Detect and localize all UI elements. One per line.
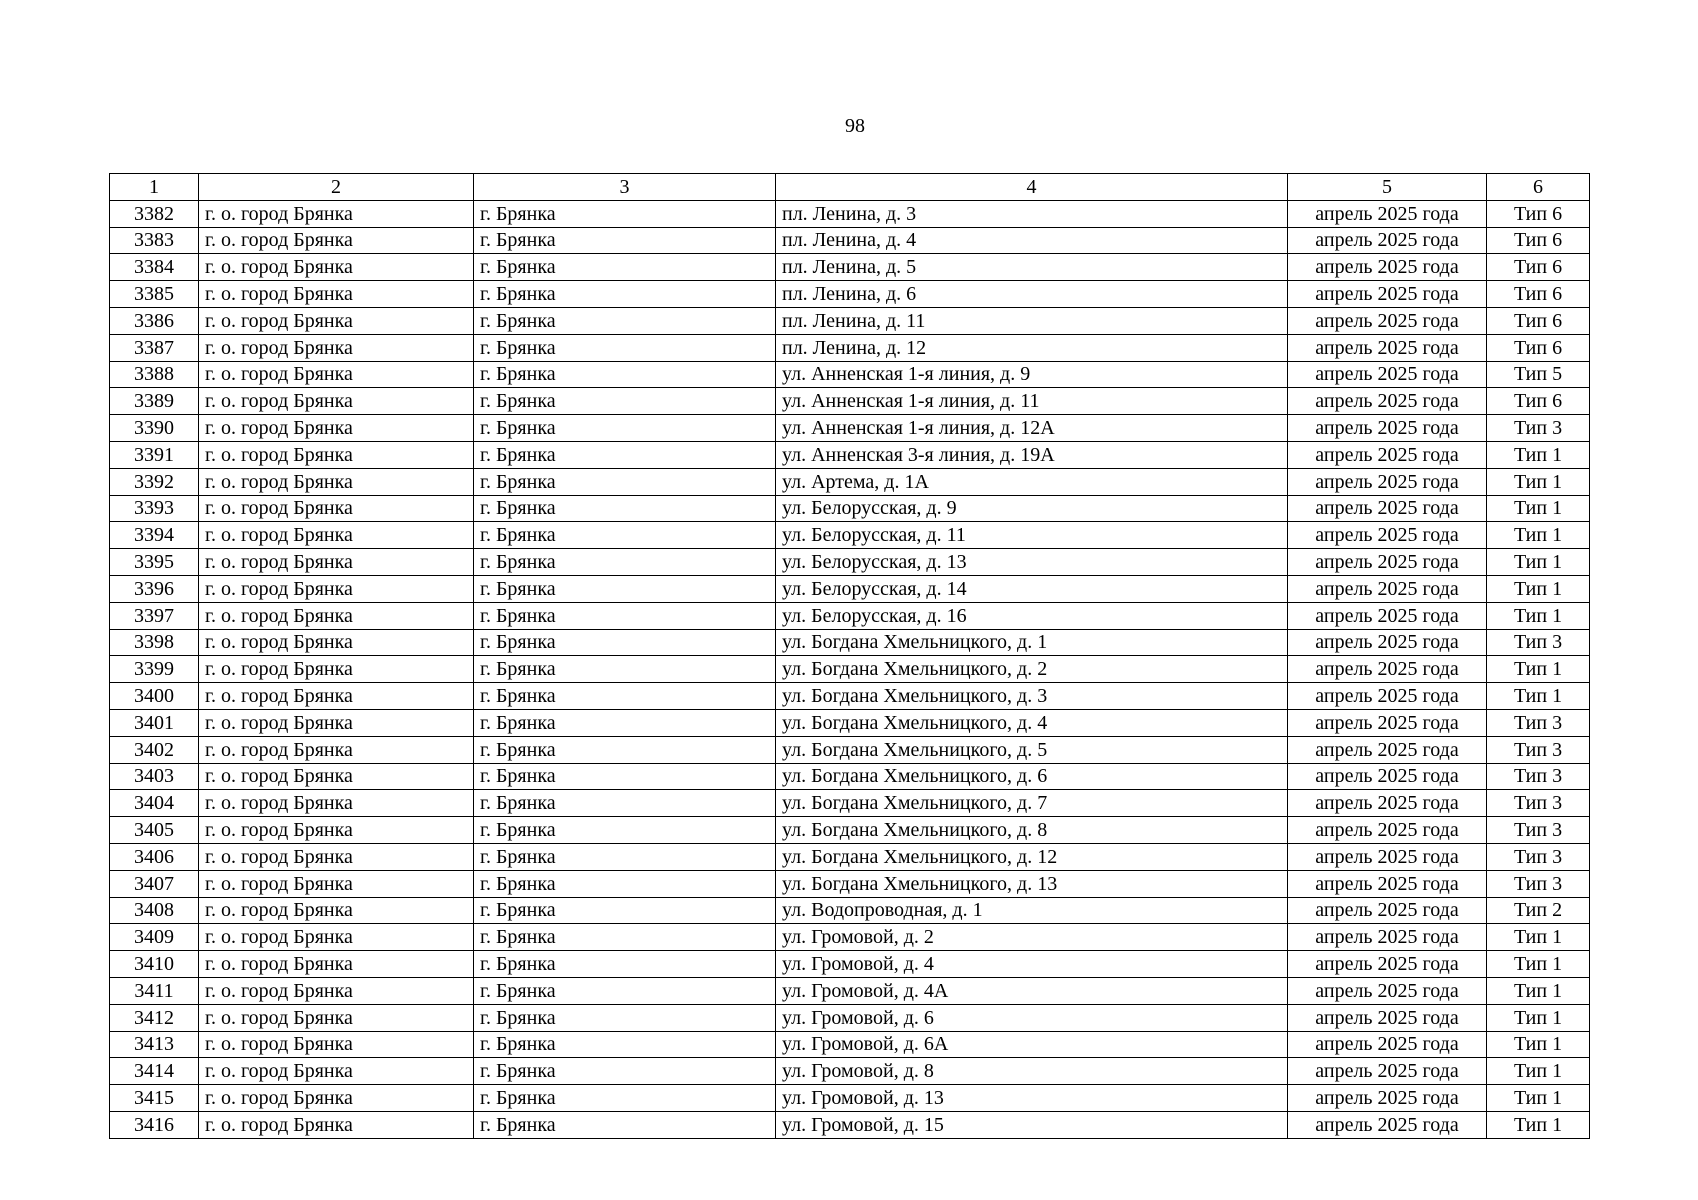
table-row <box>110 334 1590 361</box>
row-number-cell: 3412 <box>110 1004 199 1031</box>
municipality-cell: г. о. город Брянка <box>199 334 474 361</box>
type-cell: Тип 3 <box>1487 790 1590 817</box>
table-body <box>110 200 1590 1138</box>
period-cell: апрель 2025 года <box>1288 843 1487 870</box>
row-number-cell: 3391 <box>110 441 199 468</box>
address-cell: ул. Анненская 1-я линия, д. 11 <box>776 388 1288 415</box>
municipality-cell: г. о. город Брянка <box>199 495 474 522</box>
type-cell: Тип 3 <box>1487 709 1590 736</box>
table-row <box>110 468 1590 495</box>
settlement-cell: г. Брянка <box>474 736 776 763</box>
address-cell: ул. Громовой, д. 6А <box>776 1031 1288 1058</box>
row-number-cell: 3387 <box>110 334 199 361</box>
municipality-cell: г. о. город Брянка <box>199 1031 474 1058</box>
period-cell: апрель 2025 года <box>1288 495 1487 522</box>
address-cell: ул. Богдана Хмельницкого, д. 7 <box>776 790 1288 817</box>
row-number-cell: 3414 <box>110 1058 199 1085</box>
address-cell: ул. Артема, д. 1А <box>776 468 1288 495</box>
address-cell: ул. Богдана Хмельницкого, д. 8 <box>776 817 1288 844</box>
type-cell: Тип 1 <box>1487 495 1590 522</box>
type-cell: Тип 6 <box>1487 388 1590 415</box>
row-number-cell: 3398 <box>110 629 199 656</box>
address-cell: ул. Белорусская, д. 9 <box>776 495 1288 522</box>
type-cell: Тип 1 <box>1487 1058 1590 1085</box>
type-cell: Тип 6 <box>1487 227 1590 254</box>
period-cell: апрель 2025 года <box>1288 575 1487 602</box>
period-cell: апрель 2025 года <box>1288 656 1487 683</box>
municipality-cell: г. о. город Брянка <box>199 897 474 924</box>
row-number-cell: 3399 <box>110 656 199 683</box>
type-cell: Тип 1 <box>1487 602 1590 629</box>
address-cell: ул. Громовой, д. 6 <box>776 1004 1288 1031</box>
register-table <box>109 173 1590 1139</box>
row-number-cell: 3405 <box>110 817 199 844</box>
table-row <box>110 307 1590 334</box>
settlement-cell: г. Брянка <box>474 415 776 442</box>
address-cell: ул. Богдана Хмельницкого, д. 4 <box>776 709 1288 736</box>
row-number-cell: 3408 <box>110 897 199 924</box>
table-row <box>110 281 1590 308</box>
table-row <box>110 897 1590 924</box>
period-cell: апрель 2025 года <box>1288 951 1487 978</box>
address-cell: пл. Ленина, д. 3 <box>776 200 1288 227</box>
settlement-cell: г. Брянка <box>474 817 776 844</box>
row-number-cell: 3410 <box>110 951 199 978</box>
settlement-cell: г. Брянка <box>474 602 776 629</box>
row-number-cell: 3415 <box>110 1085 199 1112</box>
type-cell: Тип 6 <box>1487 281 1590 308</box>
type-cell: Тип 3 <box>1487 817 1590 844</box>
address-cell: ул. Белорусская, д. 11 <box>776 522 1288 549</box>
settlement-cell: г. Брянка <box>474 709 776 736</box>
table-row <box>110 656 1590 683</box>
row-number-cell: 3394 <box>110 522 199 549</box>
table-row <box>110 602 1590 629</box>
type-cell: Тип 3 <box>1487 736 1590 763</box>
address-cell: ул. Громовой, д. 4 <box>776 951 1288 978</box>
municipality-cell: г. о. город Брянка <box>199 200 474 227</box>
column-header-6: 6 <box>1487 174 1590 201</box>
table-row <box>110 790 1590 817</box>
table-row <box>110 1031 1590 1058</box>
settlement-cell: г. Брянка <box>474 388 776 415</box>
row-number-cell: 3388 <box>110 361 199 388</box>
municipality-cell: г. о. город Брянка <box>199 629 474 656</box>
municipality-cell: г. о. город Брянка <box>199 254 474 281</box>
municipality-cell: г. о. город Брянка <box>199 468 474 495</box>
table-row <box>110 870 1590 897</box>
row-number-cell: 3395 <box>110 549 199 576</box>
settlement-cell: г. Брянка <box>474 1111 776 1138</box>
address-cell: ул. Громовой, д. 4А <box>776 977 1288 1004</box>
settlement-cell: г. Брянка <box>474 495 776 522</box>
municipality-cell: г. о. город Брянка <box>199 388 474 415</box>
municipality-cell: г. о. город Брянка <box>199 817 474 844</box>
row-number-cell: 3384 <box>110 254 199 281</box>
table-row <box>110 1111 1590 1138</box>
period-cell: апрель 2025 года <box>1288 334 1487 361</box>
settlement-cell: г. Брянка <box>474 307 776 334</box>
table-row <box>110 736 1590 763</box>
table-row <box>110 549 1590 576</box>
settlement-cell: г. Брянка <box>474 1004 776 1031</box>
address-cell: ул. Анненская 3-я линия, д. 19А <box>776 441 1288 468</box>
municipality-cell: г. о. город Брянка <box>199 656 474 683</box>
address-cell: ул. Белорусская, д. 14 <box>776 575 1288 602</box>
settlement-cell: г. Брянка <box>474 870 776 897</box>
period-cell: апрель 2025 года <box>1288 602 1487 629</box>
row-number-cell: 3385 <box>110 281 199 308</box>
table-row <box>110 200 1590 227</box>
period-cell: апрель 2025 года <box>1288 281 1487 308</box>
table-row <box>110 629 1590 656</box>
address-cell: ул. Белорусская, д. 16 <box>776 602 1288 629</box>
address-cell: ул. Богдана Хмельницкого, д. 6 <box>776 763 1288 790</box>
municipality-cell: г. о. город Брянка <box>199 281 474 308</box>
table-row <box>110 1085 1590 1112</box>
municipality-cell: г. о. город Брянка <box>199 602 474 629</box>
address-cell: ул. Богдана Хмельницкого, д. 1 <box>776 629 1288 656</box>
municipality-cell: г. о. город Брянка <box>199 415 474 442</box>
address-cell: ул. Водопроводная, д. 1 <box>776 897 1288 924</box>
row-number-cell: 3401 <box>110 709 199 736</box>
table-row <box>110 817 1590 844</box>
period-cell: апрель 2025 года <box>1288 1031 1487 1058</box>
type-cell: Тип 3 <box>1487 415 1590 442</box>
type-cell: Тип 3 <box>1487 843 1590 870</box>
page-number: 98 <box>845 115 865 137</box>
municipality-cell: г. о. город Брянка <box>199 790 474 817</box>
settlement-cell: г. Брянка <box>474 951 776 978</box>
address-cell: ул. Белорусская, д. 13 <box>776 549 1288 576</box>
type-cell: Тип 1 <box>1487 656 1590 683</box>
municipality-cell: г. о. город Брянка <box>199 575 474 602</box>
type-cell: Тип 1 <box>1487 468 1590 495</box>
row-number-cell: 3413 <box>110 1031 199 1058</box>
type-cell: Тип 1 <box>1487 683 1590 710</box>
type-cell: Тип 1 <box>1487 522 1590 549</box>
settlement-cell: г. Брянка <box>474 763 776 790</box>
settlement-cell: г. Брянка <box>474 334 776 361</box>
type-cell: Тип 5 <box>1487 361 1590 388</box>
table-row <box>110 441 1590 468</box>
address-cell: ул. Богдана Хмельницкого, д. 5 <box>776 736 1288 763</box>
settlement-cell: г. Брянка <box>474 790 776 817</box>
settlement-cell: г. Брянка <box>474 656 776 683</box>
settlement-cell: г. Брянка <box>474 629 776 656</box>
type-cell: Тип 6 <box>1487 200 1590 227</box>
row-number-cell: 3402 <box>110 736 199 763</box>
type-cell: Тип 6 <box>1487 307 1590 334</box>
municipality-cell: г. о. город Брянка <box>199 843 474 870</box>
table-row <box>110 683 1590 710</box>
row-number-cell: 3406 <box>110 843 199 870</box>
type-cell: Тип 1 <box>1487 977 1590 1004</box>
period-cell: апрель 2025 года <box>1288 1058 1487 1085</box>
address-cell: пл. Ленина, д. 4 <box>776 227 1288 254</box>
table-row <box>110 951 1590 978</box>
address-cell: ул. Громовой, д. 13 <box>776 1085 1288 1112</box>
municipality-cell: г. о. город Брянка <box>199 1058 474 1085</box>
type-cell: Тип 1 <box>1487 549 1590 576</box>
type-cell: Тип 1 <box>1487 951 1590 978</box>
header-row <box>110 174 1590 201</box>
period-cell: апрель 2025 года <box>1288 522 1487 549</box>
type-cell: Тип 6 <box>1487 254 1590 281</box>
table-row <box>110 495 1590 522</box>
table-row <box>110 924 1590 951</box>
period-cell: апрель 2025 года <box>1288 415 1487 442</box>
period-cell: апрель 2025 года <box>1288 790 1487 817</box>
municipality-cell: г. о. город Брянка <box>199 227 474 254</box>
table-row <box>110 575 1590 602</box>
settlement-cell: г. Брянка <box>474 924 776 951</box>
settlement-cell: г. Брянка <box>474 683 776 710</box>
row-number-cell: 3400 <box>110 683 199 710</box>
municipality-cell: г. о. город Брянка <box>199 307 474 334</box>
period-cell: апрель 2025 года <box>1288 924 1487 951</box>
period-cell: апрель 2025 года <box>1288 683 1487 710</box>
address-cell: ул. Богдана Хмельницкого, д. 2 <box>776 656 1288 683</box>
period-cell: апрель 2025 года <box>1288 307 1487 334</box>
period-cell: апрель 2025 года <box>1288 361 1487 388</box>
period-cell: апрель 2025 года <box>1288 549 1487 576</box>
municipality-cell: г. о. город Брянка <box>199 1085 474 1112</box>
settlement-cell: г. Брянка <box>474 1085 776 1112</box>
address-cell: ул. Богдана Хмельницкого, д. 12 <box>776 843 1288 870</box>
municipality-cell: г. о. город Брянка <box>199 870 474 897</box>
municipality-cell: г. о. город Брянка <box>199 441 474 468</box>
period-cell: апрель 2025 года <box>1288 227 1487 254</box>
address-cell: пл. Ленина, д. 11 <box>776 307 1288 334</box>
settlement-cell: г. Брянка <box>474 897 776 924</box>
table-row <box>110 361 1590 388</box>
municipality-cell: г. о. город Брянка <box>199 709 474 736</box>
settlement-cell: г. Брянка <box>474 549 776 576</box>
period-cell: апрель 2025 года <box>1288 441 1487 468</box>
type-cell: Тип 1 <box>1487 1085 1590 1112</box>
settlement-cell: г. Брянка <box>474 468 776 495</box>
municipality-cell: г. о. город Брянка <box>199 1004 474 1031</box>
period-cell: апрель 2025 года <box>1288 200 1487 227</box>
settlement-cell: г. Брянка <box>474 441 776 468</box>
address-cell: ул. Анненская 1-я линия, д. 12А <box>776 415 1288 442</box>
period-cell: апрель 2025 года <box>1288 468 1487 495</box>
settlement-cell: г. Брянка <box>474 1058 776 1085</box>
table-row <box>110 522 1590 549</box>
column-header-1: 1 <box>110 174 199 201</box>
period-cell: апрель 2025 года <box>1288 629 1487 656</box>
row-number-cell: 3397 <box>110 602 199 629</box>
period-cell: апрель 2025 года <box>1288 977 1487 1004</box>
table-row <box>110 709 1590 736</box>
table-row <box>110 1004 1590 1031</box>
period-cell: апрель 2025 года <box>1288 763 1487 790</box>
municipality-cell: г. о. город Брянка <box>199 361 474 388</box>
column-header-5: 5 <box>1288 174 1487 201</box>
settlement-cell: г. Брянка <box>474 843 776 870</box>
row-number-cell: 3409 <box>110 924 199 951</box>
period-cell: апрель 2025 года <box>1288 709 1487 736</box>
type-cell: Тип 1 <box>1487 1111 1590 1138</box>
settlement-cell: г. Брянка <box>474 361 776 388</box>
table-row <box>110 388 1590 415</box>
row-number-cell: 3386 <box>110 307 199 334</box>
settlement-cell: г. Брянка <box>474 522 776 549</box>
row-number-cell: 3383 <box>110 227 199 254</box>
municipality-cell: г. о. город Брянка <box>199 522 474 549</box>
address-cell: пл. Ленина, д. 6 <box>776 281 1288 308</box>
table-row <box>110 1058 1590 1085</box>
row-number-cell: 3403 <box>110 763 199 790</box>
table-row <box>110 227 1590 254</box>
municipality-cell: г. о. город Брянка <box>199 549 474 576</box>
period-cell: апрель 2025 года <box>1288 870 1487 897</box>
address-cell: ул. Богдана Хмельницкого, д. 13 <box>776 870 1288 897</box>
row-number-cell: 3407 <box>110 870 199 897</box>
period-cell: апрель 2025 года <box>1288 736 1487 763</box>
row-number-cell: 3404 <box>110 790 199 817</box>
column-header-3: 3 <box>474 174 776 201</box>
address-cell: ул. Анненская 1-я линия, д. 9 <box>776 361 1288 388</box>
municipality-cell: г. о. город Брянка <box>199 763 474 790</box>
type-cell: Тип 2 <box>1487 897 1590 924</box>
type-cell: Тип 3 <box>1487 763 1590 790</box>
row-number-cell: 3411 <box>110 977 199 1004</box>
settlement-cell: г. Брянка <box>474 227 776 254</box>
settlement-cell: г. Брянка <box>474 1031 776 1058</box>
row-number-cell: 3393 <box>110 495 199 522</box>
table-row <box>110 977 1590 1004</box>
table-row <box>110 763 1590 790</box>
type-cell: Тип 1 <box>1487 575 1590 602</box>
address-cell: ул. Громовой, д. 8 <box>776 1058 1288 1085</box>
row-number-cell: 3392 <box>110 468 199 495</box>
period-cell: апрель 2025 года <box>1288 1085 1487 1112</box>
type-cell: Тип 1 <box>1487 441 1590 468</box>
period-cell: апрель 2025 года <box>1288 388 1487 415</box>
settlement-cell: г. Брянка <box>474 575 776 602</box>
table-row <box>110 415 1590 442</box>
period-cell: апрель 2025 года <box>1288 1004 1487 1031</box>
table-row <box>110 843 1590 870</box>
row-number-cell: 3390 <box>110 415 199 442</box>
period-cell: апрель 2025 года <box>1288 1111 1487 1138</box>
address-cell: пл. Ленина, д. 12 <box>776 334 1288 361</box>
row-number-cell: 3389 <box>110 388 199 415</box>
municipality-cell: г. о. город Брянка <box>199 951 474 978</box>
type-cell: Тип 1 <box>1487 1004 1590 1031</box>
type-cell: Тип 1 <box>1487 924 1590 951</box>
municipality-cell: г. о. город Брянка <box>199 736 474 763</box>
type-cell: Тип 1 <box>1487 1031 1590 1058</box>
period-cell: апрель 2025 года <box>1288 897 1487 924</box>
municipality-cell: г. о. город Брянка <box>199 924 474 951</box>
municipality-cell: г. о. город Брянка <box>199 1111 474 1138</box>
row-number-cell: 3382 <box>110 200 199 227</box>
municipality-cell: г. о. город Брянка <box>199 977 474 1004</box>
address-cell: ул. Богдана Хмельницкого, д. 3 <box>776 683 1288 710</box>
type-cell: Тип 3 <box>1487 629 1590 656</box>
type-cell: Тип 6 <box>1487 334 1590 361</box>
period-cell: апрель 2025 года <box>1288 817 1487 844</box>
settlement-cell: г. Брянка <box>474 281 776 308</box>
municipality-cell: г. о. город Брянка <box>199 683 474 710</box>
address-cell: ул. Громовой, д. 15 <box>776 1111 1288 1138</box>
table-row <box>110 254 1590 281</box>
period-cell: апрель 2025 года <box>1288 254 1487 281</box>
settlement-cell: г. Брянка <box>474 977 776 1004</box>
row-number-cell: 3416 <box>110 1111 199 1138</box>
row-number-cell: 3396 <box>110 575 199 602</box>
column-header-2: 2 <box>199 174 474 201</box>
settlement-cell: г. Брянка <box>474 200 776 227</box>
type-cell: Тип 3 <box>1487 870 1590 897</box>
address-cell: ул. Громовой, д. 2 <box>776 924 1288 951</box>
settlement-cell: г. Брянка <box>474 254 776 281</box>
column-header-4: 4 <box>776 174 1288 201</box>
address-cell: пл. Ленина, д. 5 <box>776 254 1288 281</box>
